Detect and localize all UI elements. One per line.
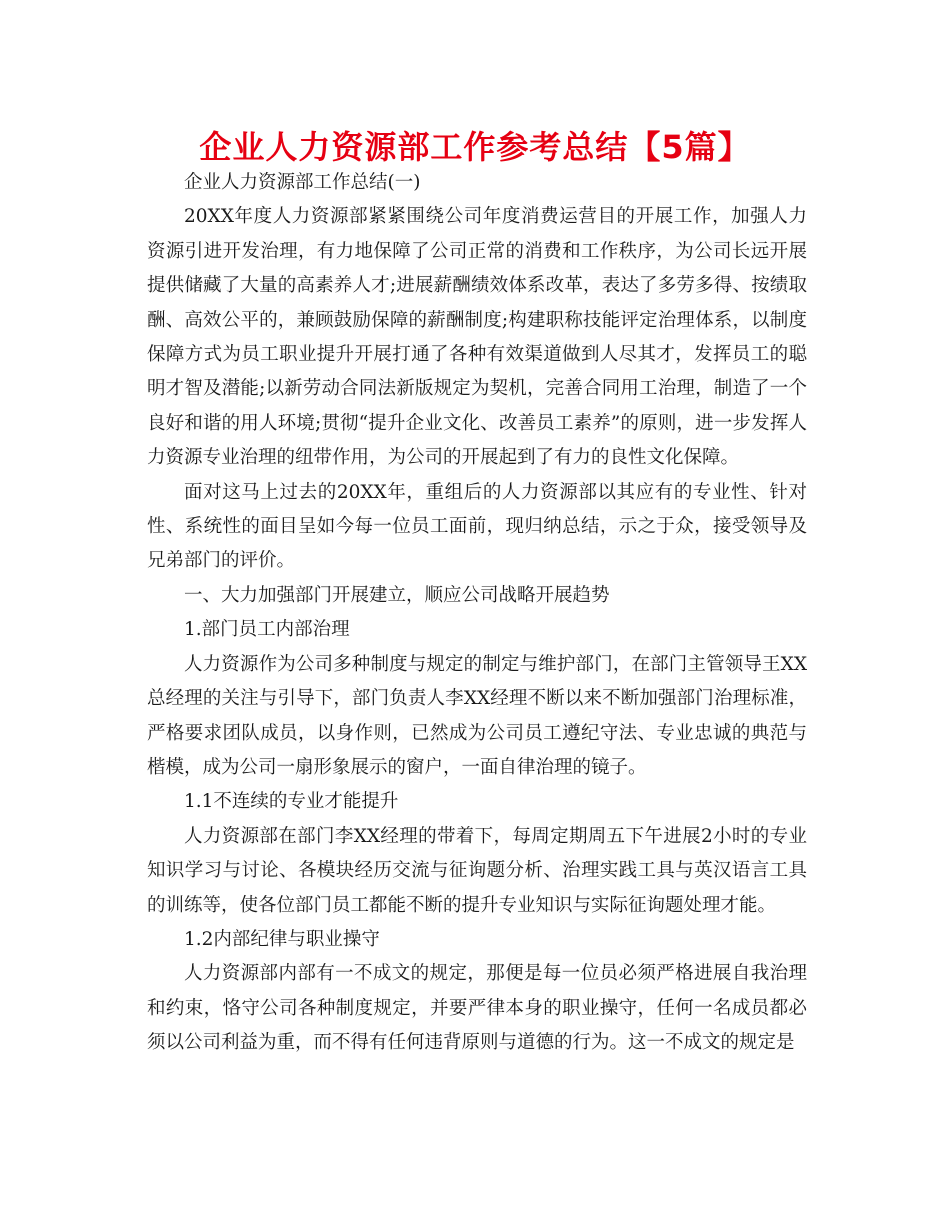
document-body: [147, 166, 807, 1061]
paragraph-intro: 20XX年度人力资源部紧紧围绕公司年度消费运营目的开展工作，加强人力资源引进开发治理，有力地保障了公司正常的消费和工作秩序，为公司长远开展提供储藏了大量的高素养人才;进展薪酬绩效体系改革，表达了多劳多得、按绩取酬、高效公平的，兼顾鼓励保障的薪酬制度;构建职称技能评定治理体系，以制度保障方式为员工职业提升开展打通了各种有效渠道做到人尽其才，发挥员工的聪明才智及潜能;以新劳动合同法新版规定为契机，完善合同用工治理，制造了一个良好和谐的用人环境;贯彻“提升企业文化、改善员工素养”的原则，进一步发挥人力资源专业治理的纽带作用，为公司的开展起到了有力的良性文化保障。: [147, 206, 807, 469]
paragraph-body-1-1: 人力资源部在部门李XX经理的带着下，每周定期周五下午进展2小时的专业知识学习与讨论、各模块经历交流与征询题分析、治理实践工具与英汉语言工具的训练等，使各位部门员工都能不断的提升专业知识与实际征询题处理才能。: [147, 825, 807, 916]
paragraph-subheading-1: 1.部门员工内部治理: [184, 619, 350, 641]
paragraph-subheading-1-1: 1.1不连续的专业才能提升: [184, 791, 399, 813]
paragraph-body-1-2: 人力资源部内部有一不成文的规定，那便是每一位员必须严格进展自我治理和约束，恪守公司各种制度规定，并要严律本身的职业操守，任何一名成员都必须以公司利益为重，而不得有任何违背原则与道德的行为。这一不成文的规定是: [147, 963, 807, 1054]
paragraph-section-heading: 企业人力资源部工作总结(一): [184, 172, 421, 193]
document-title: 企业人力资源部工作参考总结【5篇】: [199, 128, 751, 166]
paragraph-heading-1: 一、大力加强部门开展建立，顺应公司战略开展趋势: [184, 584, 610, 606]
paragraph-summary: 面对这马上过去的20XX年，重组后的人力资源部以其应有的专业性、针对性、系统性的面目呈如今每一位员工面前，现归纳总结，示之于众，接受领导及兄弟部门的评价。: [147, 481, 807, 572]
paragraph-body-1: 人力资源作为公司多种制度与规定的制定与维护部门，在部门主管领导王XX总经理的关注与引导下，部门负责人李XX经理不断以来不断加强部门治理标准，严格要求团队成员，以身作则，已然成为公司员工遵纪守法、专业忠诚的典范与楷模，成为公司一扇形象展示的窗户，一面自律治理的镜子。: [147, 653, 807, 778]
paragraph-subheading-1-2: 1.2内部纪律与职业操守: [184, 928, 380, 950]
